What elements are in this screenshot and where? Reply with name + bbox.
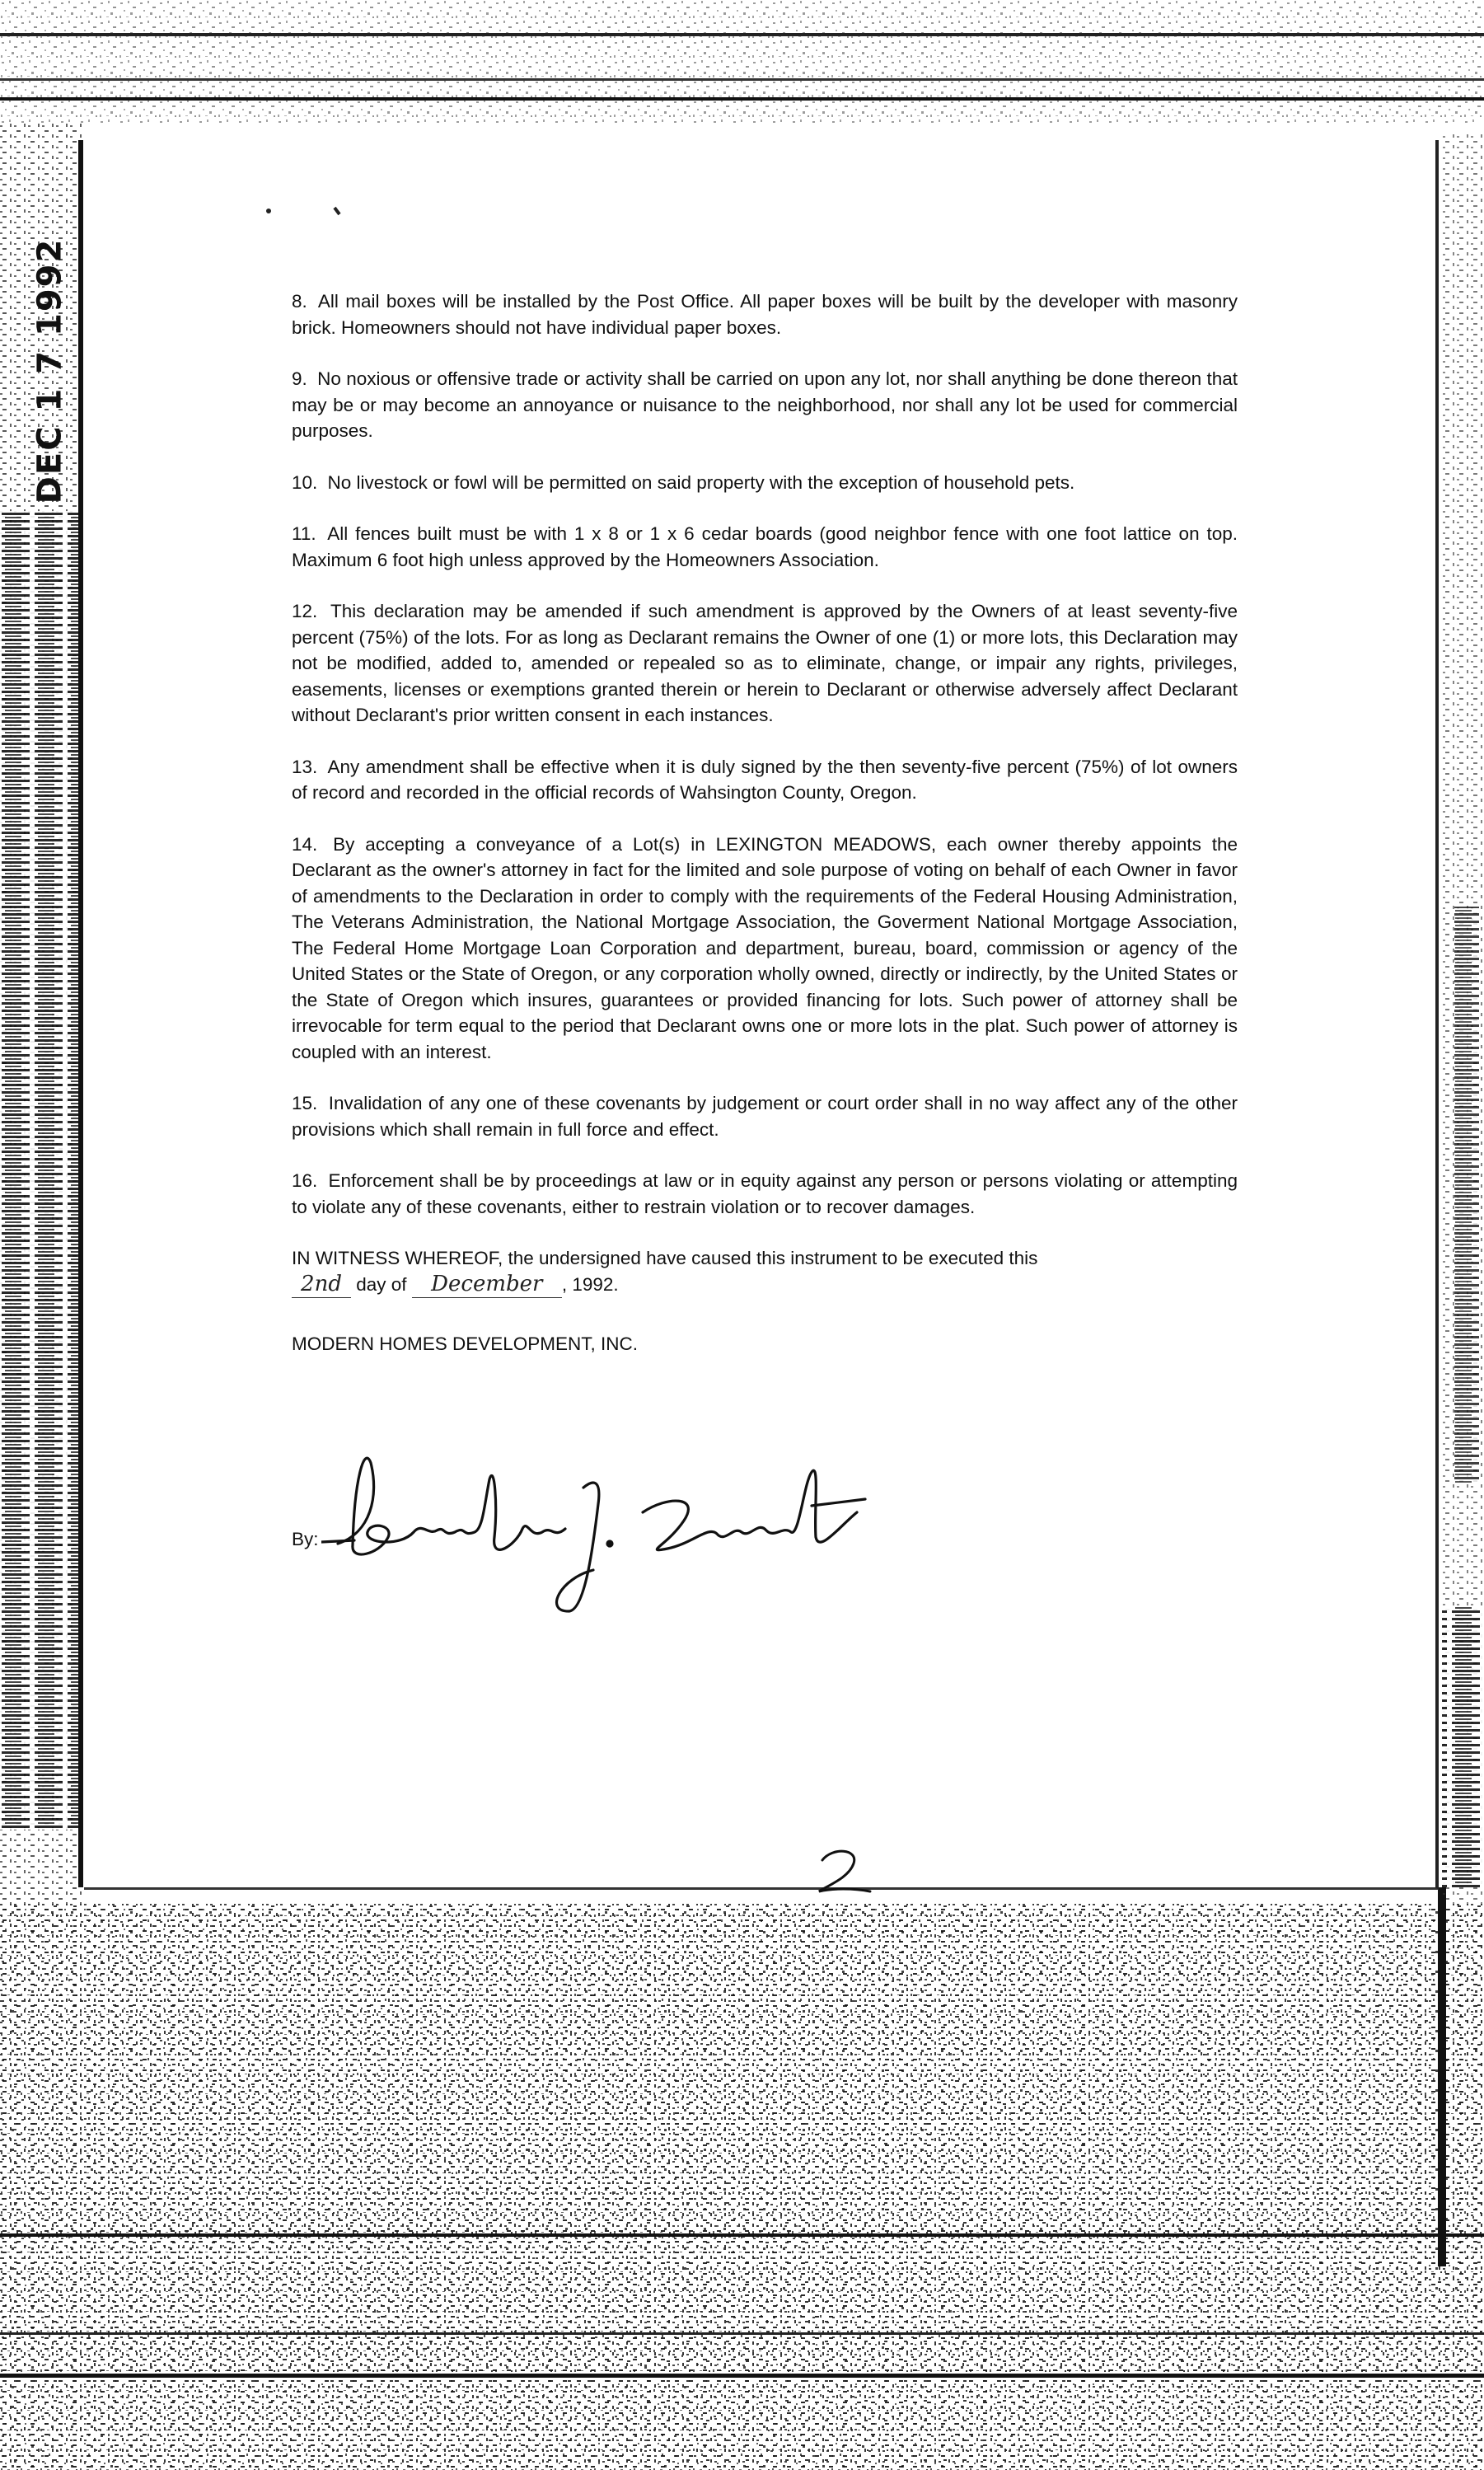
day-of-label: day of — [356, 1273, 407, 1295]
covenant-10: 10. No livestock or fowl will be permitted on said property with the exception of household pets. — [292, 471, 1075, 493]
covenant-15: 15. Invalidation of any one of these covenants by judgement or court order shall in no way affect any of the other provisions which shall remain in full force and effect. — [292, 1093, 1238, 1140]
handwritten-month: December — [412, 1272, 562, 1299]
covenant-13: 13. Any amendment shall be effective when it is duly signed by the then seventy-five percent (75%) of lot owners of record and recorded in the official records of Wahsington County, Oregon. — [292, 756, 1238, 803]
witness-clause — [292, 1245, 1238, 1298]
covenants-body — [292, 288, 1238, 1357]
witness-text: IN WITNESS WHEREOF, the undersigned have caused this instrument to be executed this — [292, 1248, 1038, 1268]
company-name: MODERN HOMES DEVELOPMENT, INC. — [292, 1333, 639, 1354]
handwritten-signature — [321, 1446, 898, 1619]
witness-date-line — [292, 1272, 1238, 1299]
signature-block — [292, 1446, 951, 1619]
covenant-14: 14. By accepting a conveyance of a Lot(s) in LEXINGTON MEADOWS, each owner thereby appoints the Declarant as the owner's attorney in fact for the limited and sole purpose of voting on behalf of each Owner in favor of amendments to the Declaration in order to comply with the requirements of the Federal Housing Administration, The Veterans Administration, the National Mortgage Association, the Goverment National Mortgage Association, The Federal Home Mortgage Loan Corporation and department, bureau, board, commission or agency of the United States or the State of Oregon, or any corporation wholly owned, directly or indirectly, by the United States or the State of Oregon which insures, guarantees or provided financing for lots. Such power of attorney shall be irrevocable for term equal to the period that Declarant owns one or more lots in the plat. Such power of attorney is coupled with an interest. — [292, 833, 1238, 1062]
handwritten-day: 2nd — [292, 1272, 351, 1299]
stamp-date: DEC 1 7 1992 — [30, 237, 68, 504]
covenant-9: 9. No noxious or offensive trade or activity shall be carried on upon any lot, nor shall anything be done thereon that may be or may become an annoyance or nuisance to the neighborhood, nor shall any lot be used for commercial purposes. — [292, 368, 1238, 441]
handwritten-page-number — [808, 1842, 882, 1900]
covenant-11: 11. All fences built must be with 1 x 8 or 1 x 6 cedar boards (good neighbor fence with one foot lattice on top. Maximum 6 foot high unless approved by the Homeowners Association. — [292, 523, 1238, 570]
witness-year: , 1992. — [561, 1273, 619, 1295]
covenant-8: 8. All mail boxes will be installed by the Post Office. All paper boxes will be built by the developer with masonry brick. Homeowners should not have individual paper boxes. — [292, 291, 1238, 338]
stray-marks — [265, 204, 348, 229]
covenant-16: 16. Enforcement shall be by proceedings at law or in equity against any person or persons violating or attempting to violate any of these covenants, either to restrain violation or to recover damages. — [292, 1170, 1238, 1217]
covenant-12: 12. This declaration may be amended if such amendment is approved by the Owners of at least seventy-five percent (75%) of the lots. For as long as Declarant remains the Owner of one (1) or more lots, this Declaration may not be modified, added to, amended or repealed so as to eliminate, change, or impair any rights, privileges, easements, licenses or exemptions granted therein or herein to Declarant or otherwise adversely affect Declarant without Declarant's prior written consent in each instances. — [292, 601, 1238, 725]
received-date-stamp — [30, 237, 69, 504]
by-label: By: — [292, 1529, 319, 1549]
